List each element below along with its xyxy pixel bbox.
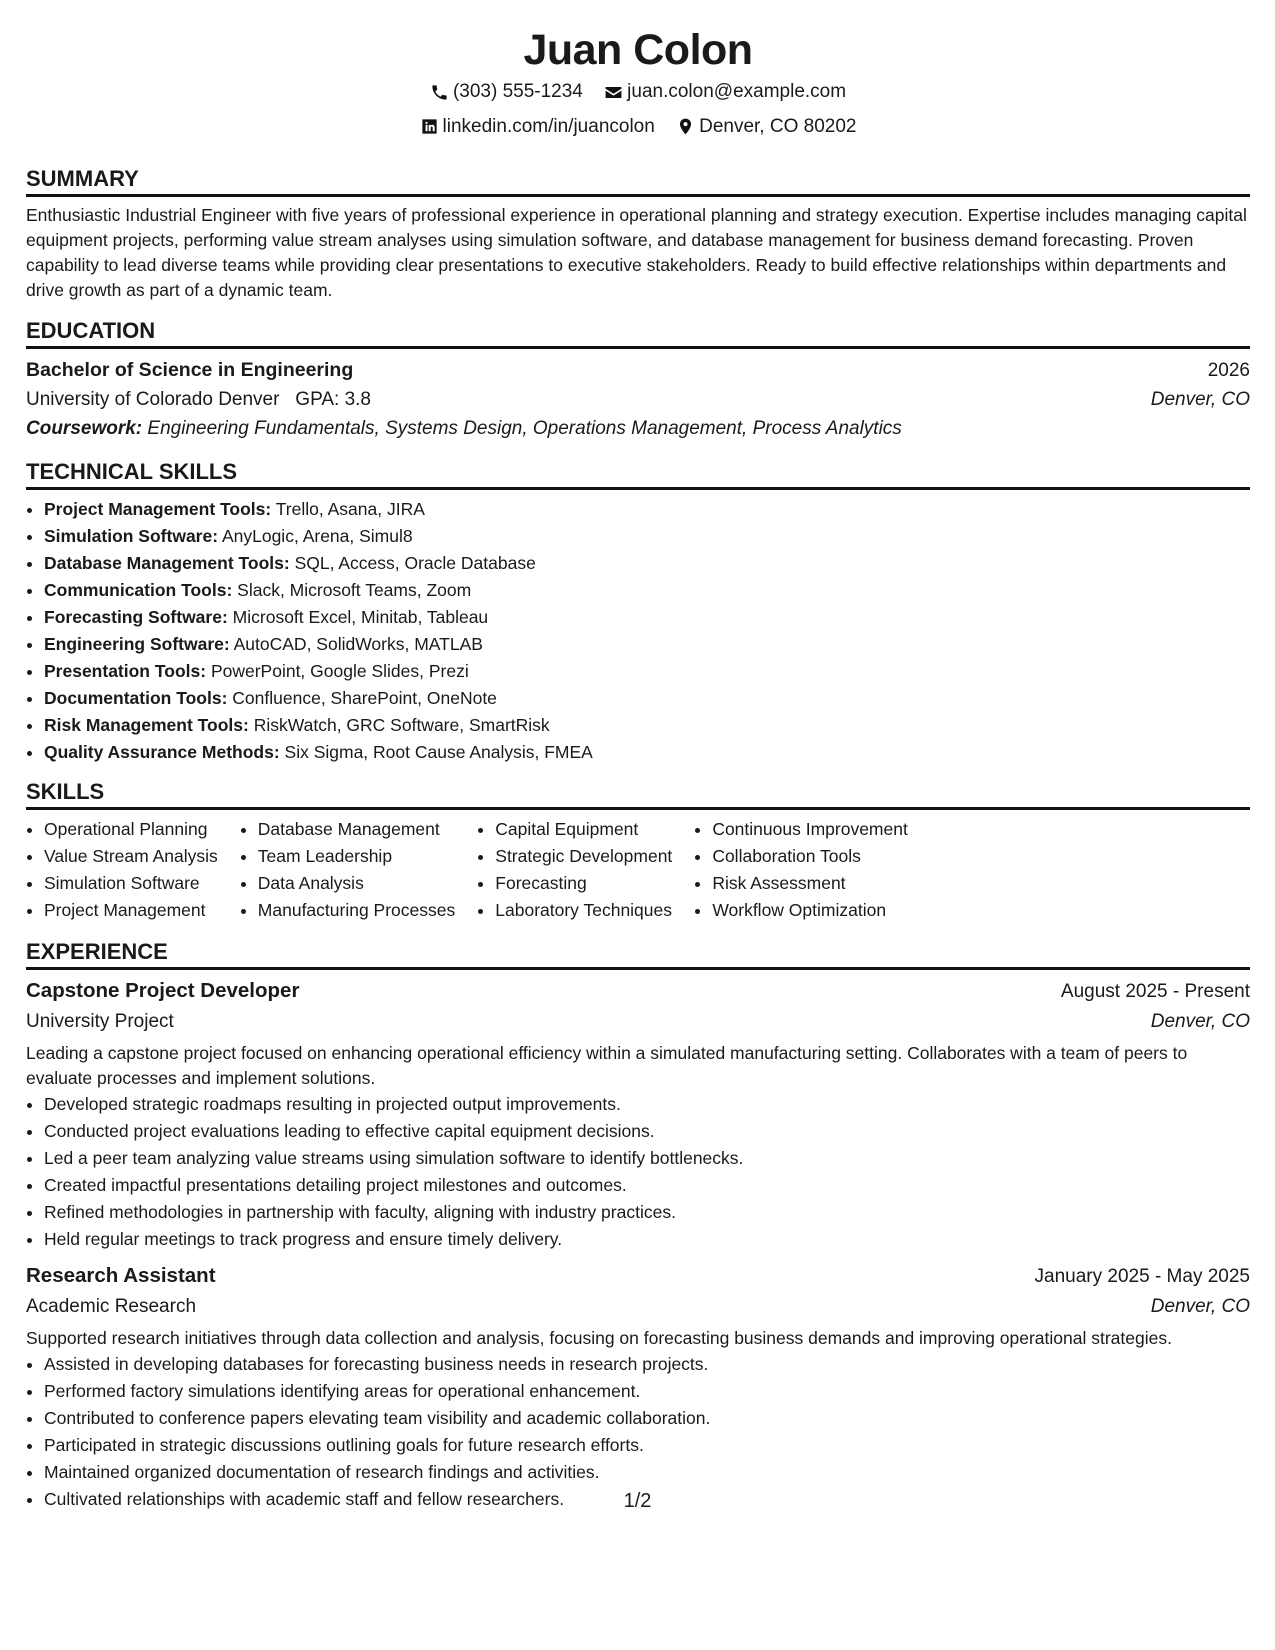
- list-item: • Data Analysis: [258, 870, 455, 897]
- section-title-skills: SKILLS: [26, 778, 1250, 810]
- list-item: [44, 712, 1250, 739]
- list-item: • Workflow Optimization: [712, 897, 908, 924]
- skills-column-3: [477, 816, 672, 924]
- phone-icon: [430, 83, 449, 102]
- skill-label: Presentation Tools:: [44, 661, 207, 681]
- resume-header: [26, 0, 1250, 145]
- section-title-summary: SUMMARY: [26, 165, 1250, 197]
- linkedin-contact[interactable]: [420, 113, 655, 141]
- coursework-list: Engineering Fundamentals, Systems Design, Operations Management, Process Analytics: [147, 418, 902, 439]
- degree: Bachelor of Science in Engineering: [26, 359, 354, 381]
- gpa: GPA: 3.8: [295, 389, 371, 410]
- skill-value: Confluence, SharePoint, OneNote: [232, 688, 497, 708]
- skills-column-1: [26, 816, 218, 924]
- contact-line-2: [26, 113, 1250, 146]
- list-item: • Continuous Improvement: [712, 816, 908, 843]
- list-item: • Collaboration Tools: [712, 843, 908, 870]
- job-subheader: [26, 1007, 1250, 1037]
- skill-label: Risk Management Tools:: [44, 715, 249, 735]
- list-item: • Assisted in developing databases for forecasting business needs in research projects.: [44, 1351, 1250, 1378]
- section-title-technical-skills: TECHNICAL SKILLS: [26, 458, 1250, 490]
- job-subheader: [26, 1292, 1250, 1322]
- skill-label: Communication Tools:: [44, 580, 233, 600]
- list-item: [44, 550, 1250, 577]
- list-item: [44, 631, 1250, 658]
- list-item: [44, 685, 1250, 712]
- page-number: 1/2: [623, 1490, 652, 1512]
- job-title: Capstone Project Developer: [26, 979, 300, 1002]
- list-item: [44, 739, 1250, 766]
- phone-text: (303) 555-1234: [452, 81, 583, 102]
- section-title-experience: EXPERIENCE: [26, 938, 1250, 970]
- list-item: • Value Stream Analysis: [44, 843, 218, 870]
- email-contact[interactable]: [604, 78, 846, 106]
- list-item: [44, 604, 1250, 631]
- list-item: • Simulation Software: [44, 870, 218, 897]
- job-location: Denver, CO: [1150, 1296, 1250, 1317]
- list-item: • Capital Equipment: [495, 816, 672, 843]
- linkedin-icon: [420, 117, 439, 136]
- skills-grid: [26, 816, 1250, 924]
- skill-value: SQL, Access, Oracle Database: [294, 553, 536, 573]
- envelope-icon: [604, 83, 623, 102]
- job-location: Denver, CO: [1150, 1011, 1250, 1032]
- job-dates: August 2025 - Present: [1060, 981, 1250, 1002]
- summary-section: [26, 165, 1250, 303]
- graduation-year: 2026: [1207, 360, 1250, 381]
- coursework: [26, 414, 1250, 444]
- list-item: [44, 496, 1250, 523]
- list-item: • Manufacturing Processes: [258, 897, 455, 924]
- skill-label: Documentation Tools:: [44, 688, 228, 708]
- list-item: • Refined methodologies in partnership with faculty, aligning with industry practices.: [44, 1199, 1250, 1226]
- skill-label: Engineering Software:: [44, 634, 230, 654]
- skill-value: Six Sigma, Root Cause Analysis, FMEA: [284, 742, 593, 762]
- technical-skills-list: [26, 496, 1250, 766]
- skill-value: PowerPoint, Google Slides, Prezi: [210, 661, 469, 681]
- job-entry: [26, 1261, 1250, 1513]
- list-item: • Contributed to conference papers elevating team visibility and academic collaboration.: [44, 1405, 1250, 1432]
- coursework-label: Coursework:: [26, 418, 143, 439]
- skills-column-2: [240, 816, 455, 924]
- list-item: • Led a peer team analyzing value streams using simulation software to identify bottlenecks.: [44, 1145, 1250, 1172]
- list-item: [44, 523, 1250, 550]
- list-item: [44, 658, 1250, 685]
- list-item: • Developed strategic roadmaps resulting in projected output improvements.: [44, 1091, 1250, 1118]
- job-header: [26, 1261, 1250, 1292]
- skills-column-4: [694, 816, 908, 924]
- job-dates: January 2025 - May 2025: [1034, 1266, 1250, 1287]
- job-organization: Academic Research: [26, 1296, 197, 1317]
- list-item: • Held regular meetings to track progress and ensure timely delivery.: [44, 1226, 1250, 1253]
- skill-value: Slack, Microsoft Teams, Zoom: [237, 580, 472, 600]
- list-item: • Risk Assessment: [712, 870, 908, 897]
- skill-value: Microsoft Excel, Minitab, Tableau: [232, 607, 489, 627]
- skill-label: Quality Assurance Methods:: [44, 742, 280, 762]
- job-description: Leading a capstone project focused on enhancing operational efficiency within a simulated manufacturing setting. Collaborates with a team of peers to evaluate processes and implement solutions.: [26, 1043, 1188, 1088]
- job-header: [26, 976, 1250, 1007]
- candidate-name: Juan Colon: [523, 26, 753, 74]
- experience-section: [26, 938, 1250, 1513]
- education-row-1: [26, 355, 1250, 386]
- location-contact: [676, 113, 856, 141]
- resume-page: [26, 0, 1250, 1513]
- school-line: [26, 386, 371, 414]
- skill-label: Simulation Software:: [44, 526, 219, 546]
- technical-skills-section: [26, 458, 1250, 766]
- map-pin-icon: [676, 117, 695, 136]
- education-section: [26, 317, 1250, 444]
- linkedin-text[interactable]: linkedin.com/in/juancolon: [442, 115, 655, 137]
- job-description: Supported research initiatives through data collection and analysis, focusing on forecasting business demands and improving operational strategies.: [26, 1328, 1172, 1348]
- phone-contact: [430, 78, 583, 106]
- list-item: • Forecasting: [495, 870, 672, 897]
- list-item: • Participated in strategic discussions outlining goals for future research efforts.: [44, 1432, 1250, 1459]
- school-location: Denver, CO: [1150, 389, 1250, 410]
- summary-text: Enthusiastic Industrial Engineer with five years of professional experience in operational planning and strategy execution. Expertise includes managing capital equipment projects, performing value stream analyses using simulation software, and database management for business demand forecasting. Proven capability to lead diverse teams while providing clear presentations to executive stakeholders. Ready to build effective relationships within departments and drive growth as part of a dynamic team.: [26, 205, 1247, 300]
- list-item: • Laboratory Techniques: [495, 897, 672, 924]
- job-bullets: [26, 1351, 1250, 1513]
- contact-line-1: [26, 78, 1250, 111]
- list-item: • Created impactful presentations detailing project milestones and outcomes.: [44, 1172, 1250, 1199]
- list-item: • Performed factory simulations identifying areas for operational enhancement.: [44, 1378, 1250, 1405]
- skills-section: [26, 778, 1250, 924]
- education-row-2: [26, 386, 1250, 414]
- skill-value: AutoCAD, SolidWorks, MATLAB: [233, 634, 483, 654]
- list-item: • Database Management: [258, 816, 455, 843]
- list-item: • Cultivated relationships with academic staff and fellow researchers.: [44, 1486, 1250, 1513]
- email-text[interactable]: juan.colon@example.com: [627, 81, 847, 102]
- skill-label: Forecasting Software:: [44, 607, 228, 627]
- skill-value: RiskWatch, GRC Software, SmartRisk: [253, 715, 550, 735]
- list-item: • Maintained organized documentation of research findings and activities.: [44, 1459, 1250, 1486]
- skill-label: Database Management Tools:: [44, 553, 290, 573]
- list-item: • Conducted project evaluations leading to effective capital equipment decisions.: [44, 1118, 1250, 1145]
- list-item: • Team Leadership: [258, 843, 455, 870]
- job-organization: University Project: [26, 1011, 174, 1032]
- skill-value: AnyLogic, Arena, Simul8: [221, 526, 413, 546]
- school-name: University of Colorado Denver: [26, 389, 280, 410]
- location-text: Denver, CO 80202: [699, 115, 857, 137]
- list-item: • Strategic Development: [495, 843, 672, 870]
- job-entry: [26, 976, 1250, 1253]
- list-item: [44, 577, 1250, 604]
- section-title-education: EDUCATION: [26, 317, 1250, 349]
- list-item: • Operational Planning: [44, 816, 218, 843]
- job-bullets: [26, 1091, 1250, 1253]
- job-title: Research Assistant: [26, 1264, 216, 1287]
- skill-label: Project Management Tools:: [44, 499, 272, 519]
- skill-value: Trello, Asana, JIRA: [275, 499, 425, 519]
- list-item: • Project Management: [44, 897, 218, 924]
